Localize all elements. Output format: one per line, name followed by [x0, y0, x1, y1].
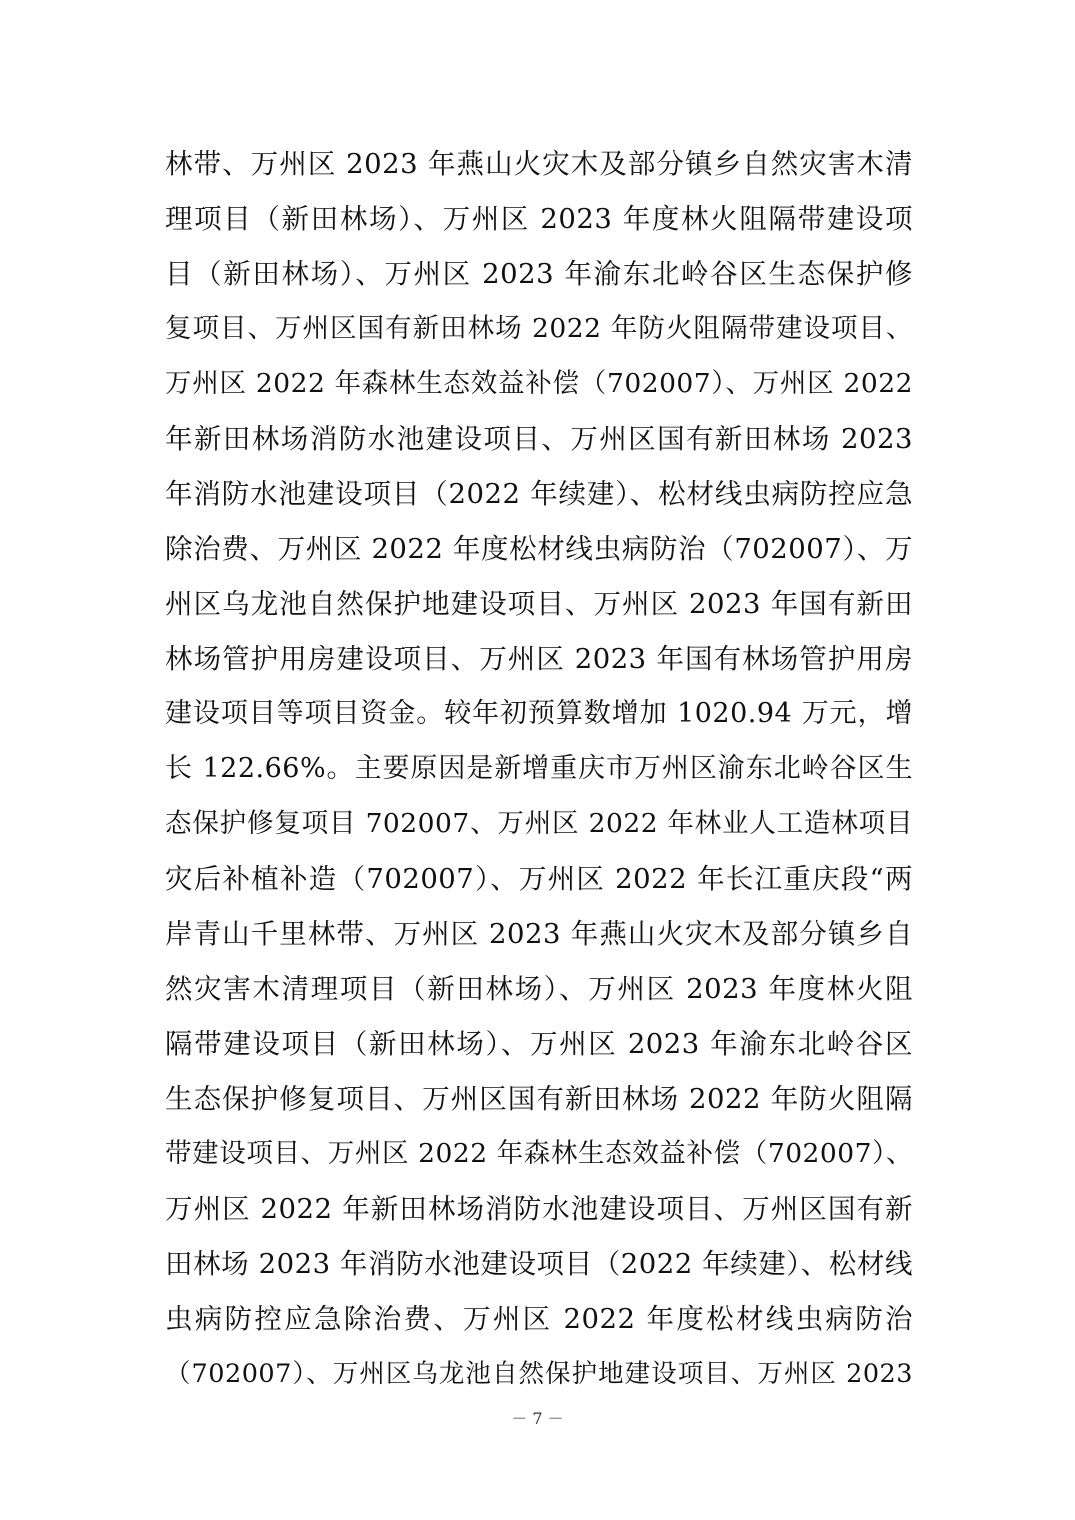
text-line: 林场管护用房建设项目、万州区 2023 年国有林场管护用房 [165, 643, 913, 675]
text-line: 年新田林场消防水池建设项目、万州区国有新田林场 2023 [165, 423, 913, 455]
text-line: 田林场 2023 年消防水池建设项目（2022 年续建）、松材线 [165, 1248, 913, 1280]
text-line: 万州区 2022 年森林生态效益补偿（702007）、万州区 2022 [165, 368, 913, 399]
text-line: 林带、万州区 2023 年燕山火灾木及部分镇乡自然灾害木清 [165, 148, 913, 180]
text-line: 隔带建设项目（新田林场）、万州区 2023 年渝东北岭谷区 [165, 1028, 913, 1060]
text-line: 复项目、万州区国有新田林场 2022 年防火阻隔带建设项目、 [165, 313, 913, 344]
page-number: － 7 － [511, 1409, 564, 1428]
text-line: 年消防水池建设项目（2022 年续建）、松材线虫病防控应急 [165, 478, 913, 510]
text-line: 生态保护修复项目、万州区国有新田林场 2022 年防火阻隔 [165, 1083, 913, 1115]
text-line: 除治费、万州区 2022 年度松材线虫病防治（702007）、万 [165, 533, 913, 565]
text-line: 建设项目等项目资金。较年初预算数增加 1020.94 万元，增 [165, 698, 913, 729]
text-line: 带建设项目、万州区 2022 年森林生态效益补偿（702007）、 [165, 1138, 913, 1169]
body-text [165, 140, 913, 1405]
text-line: 万州区 2022 年新田林场消防水池建设项目、万州区国有新 [165, 1193, 913, 1225]
text-line: 理项目（新田林场）、万州区 2023 年度林火阻隔带建设项 [165, 203, 913, 235]
text-line: 虫病防控应急除治费、万州区 2022 年度松材线虫病防治 [165, 1303, 913, 1335]
text-line: 目（新田林场）、万州区 2023 年渝东北岭谷区生态保护修 [165, 258, 913, 290]
text-line: 岸青山千里林带、万州区 2023 年燕山火灾木及部分镇乡自 [165, 918, 913, 950]
text-line: 灾后补植补造（702007）、万州区 2022 年长江重庆段“两 [165, 863, 913, 895]
text-line: 然灾害木清理项目（新田林场）、万州区 2023 年度林火阻 [165, 973, 913, 1005]
text-line: 态保护修复项目 702007、万州区 2022 年林业人工造林项目 [165, 808, 913, 839]
text-line: （702007）、万州区乌龙池自然保护地建设项目、万州区 2023 [165, 1359, 913, 1389]
text-line: 长 122.66%。主要原因是新增重庆市万州区渝东北岭谷区生 [165, 753, 913, 784]
text-line: 州区乌龙池自然保护地建设项目、万州区 2023 年国有新田 [165, 588, 913, 620]
